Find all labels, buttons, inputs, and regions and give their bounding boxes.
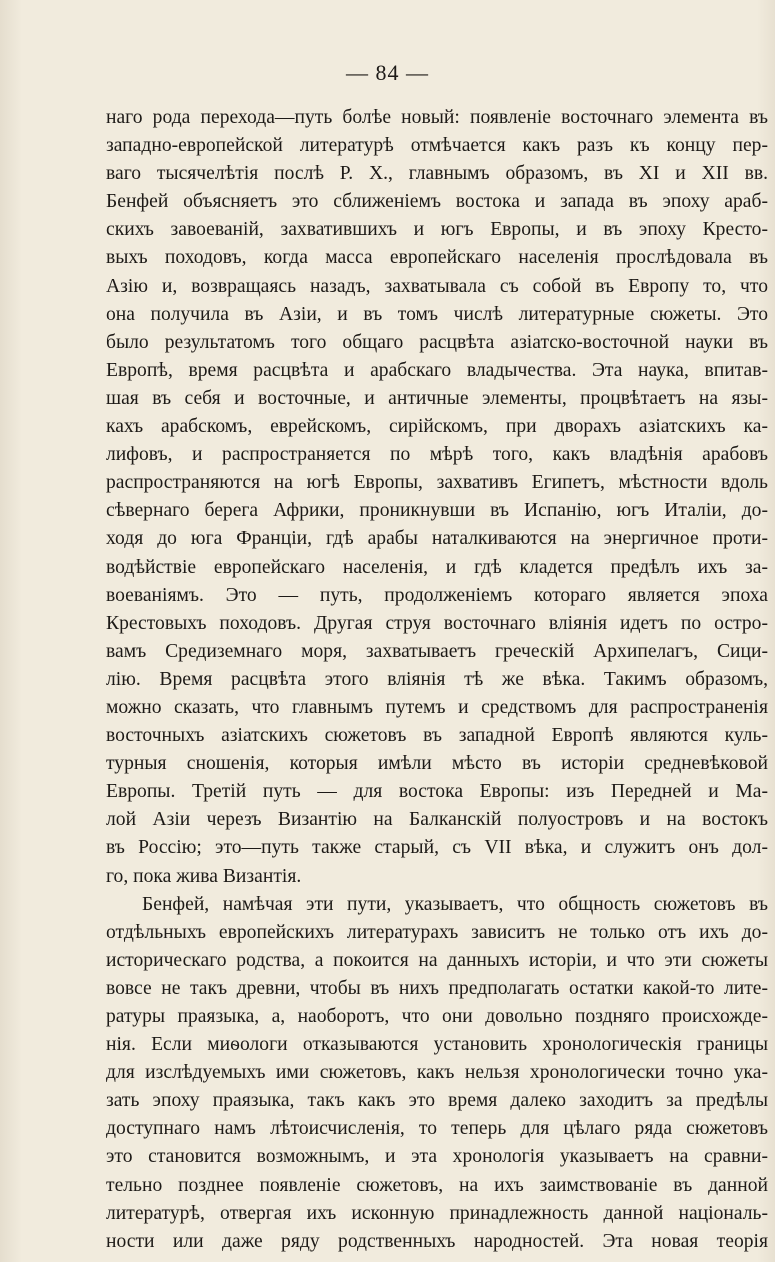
text-line: вамъ Средиземнаго моря, захватываетъ греческій Архипелагъ, Сици- [106,640,768,662]
text-line: можно сказать, что главнымъ путемъ и средствомъ для распространенія [106,696,768,718]
text-line: Крестовыхъ походовъ. Другая струя восточнаго вліянія идетъ по остро- [106,612,768,634]
text-line: кахъ арабскомъ, еврейскомъ, сирійскомъ, при дворахъ азіатскихъ ка- [106,416,768,438]
text-line: наго рода перехода—путь болѣе новый: появленіе восточнаго элемента въ [106,107,768,128]
text-line: лифовъ, и распространяется по мѣрѣ того, какъ владѣнія арабовъ [106,444,768,466]
text-line: турныя сношенія, которыя имѣли мѣсто въ исторіи средневѣковой [106,753,768,775]
text-line: Азію и, возвращаясь назадъ, захватывала съ собой въ Европу то, что [106,275,768,297]
page-number: — 84 — [346,60,429,85]
text-line: распространяются на югѣ Европы, захвативъ Египетъ, мѣстности вдоль [106,472,768,494]
text-line: отдѣльныхъ европейскихъ литературахъ зависитъ не только отъ ихъ до- [106,921,768,943]
text-line: ности или даже ряду родственныхъ народностей. Эта новая теорія [106,1230,768,1252]
text-line: въ Россію; это—путь также старый, съ VII вѣка, и служитъ онъ дол- [106,837,768,859]
paragraph-2 [106,891,768,1256]
text-line: для изслѣдуемыхъ ими сюжетовъ, какъ нельзя хронологически точно ука- [106,1062,768,1084]
text-line: вовсе не такъ древни, чтобы въ нихъ предполагать остатки какой-то лите- [106,977,768,999]
text-line: лой Азіи черезъ Византію на Балканскій полуостровъ и на востокъ [106,809,768,831]
text-line: шая въ себя и восточные, и античные элементы, процвѣтаетъ на язы- [106,387,768,409]
text-line: зать эпоху праязыка, такъ какъ это время далеко заходитъ за предѣлы [106,1090,768,1112]
text-line: восточныхъ азіатскихъ сюжетовъ въ западной Европѣ являются куль- [106,725,768,747]
text-line: было результатомъ того общаго расцвѣта азіатско-восточной науки въ [106,331,768,353]
text-line: Европѣ, время расцвѣта и арабскаго владычества. Эта наука, впитав- [106,359,768,381]
text-line: выхъ походовъ, когда масса европейскаго населенія прослѣдовала въ [106,247,768,269]
text-line: литературѣ, отвергая ихъ исконную принадлежность данной національ- [106,1202,768,1224]
text-line: скихъ завоеваній, захватившихъ и югъ Европы, и въ эпоху Кресто- [106,219,768,241]
text-line: она получила въ Азіи, и въ томъ числѣ литературные сюжеты. Это [106,303,768,325]
body-text [106,104,768,1256]
text-line: тельно позднее появленіе сюжетовъ, на ихъ заимствованіе въ данной [106,1174,768,1196]
text-line: ваго тысячелѣтія послѣ Р. X., главнымъ образомъ, въ XI и XII вв. [106,163,768,185]
text-line: западно-европейской литературѣ отмѣчается какъ разъ къ концу пер- [106,135,768,157]
text-line: воеваніямъ. Это — путь, продолженіемъ котораго является эпоха [106,584,768,606]
text-line: нія. Если миѳологи отказываются установить хронологическія границы [106,1034,768,1056]
text-line: доступнаго намъ лѣтоисчисленія, то теперь для цѣлаго ряда сюжетовъ [106,1118,768,1140]
text-line: ратуры праязыка, а, наоборотъ, что они довольно поздняго происхожде- [106,1006,768,1027]
text-line: Европы. Третій путь — для востока Европы: изъ Передней и Ма- [106,781,768,803]
text-line: сѣвернаго берега Африки, проникнувши въ Испанію, югъ Италіи, до- [106,500,768,522]
text-line: водѣйствіе европейскаго населенія, и гдѣ кладется предѣлъ ихъ за- [106,556,768,578]
text-line: Бенфей объясняетъ это сближеніемъ востока и запада въ эпоху араб- [106,191,768,213]
paragraph-1 [106,104,768,891]
text-line: ходя до юга Франціи, гдѣ арабы наталкиваются на энергичное проти- [106,528,768,550]
text-line: историческаго родства, а покоится на данныхъ исторіи, и что эти сюжеты [106,949,768,971]
text-line: лію. Время расцвѣта этого вліянія тѣ же вѣка. Такимъ образомъ, [106,668,768,690]
text-line: го, пока жива Византія. [106,865,302,887]
text-line: Бенфей, намѣчая эти пути, указываетъ, что общность сюжетовъ въ [142,893,768,915]
text-line: это становится возможнымъ, и эта хронологія указываетъ на сравни- [106,1146,768,1168]
